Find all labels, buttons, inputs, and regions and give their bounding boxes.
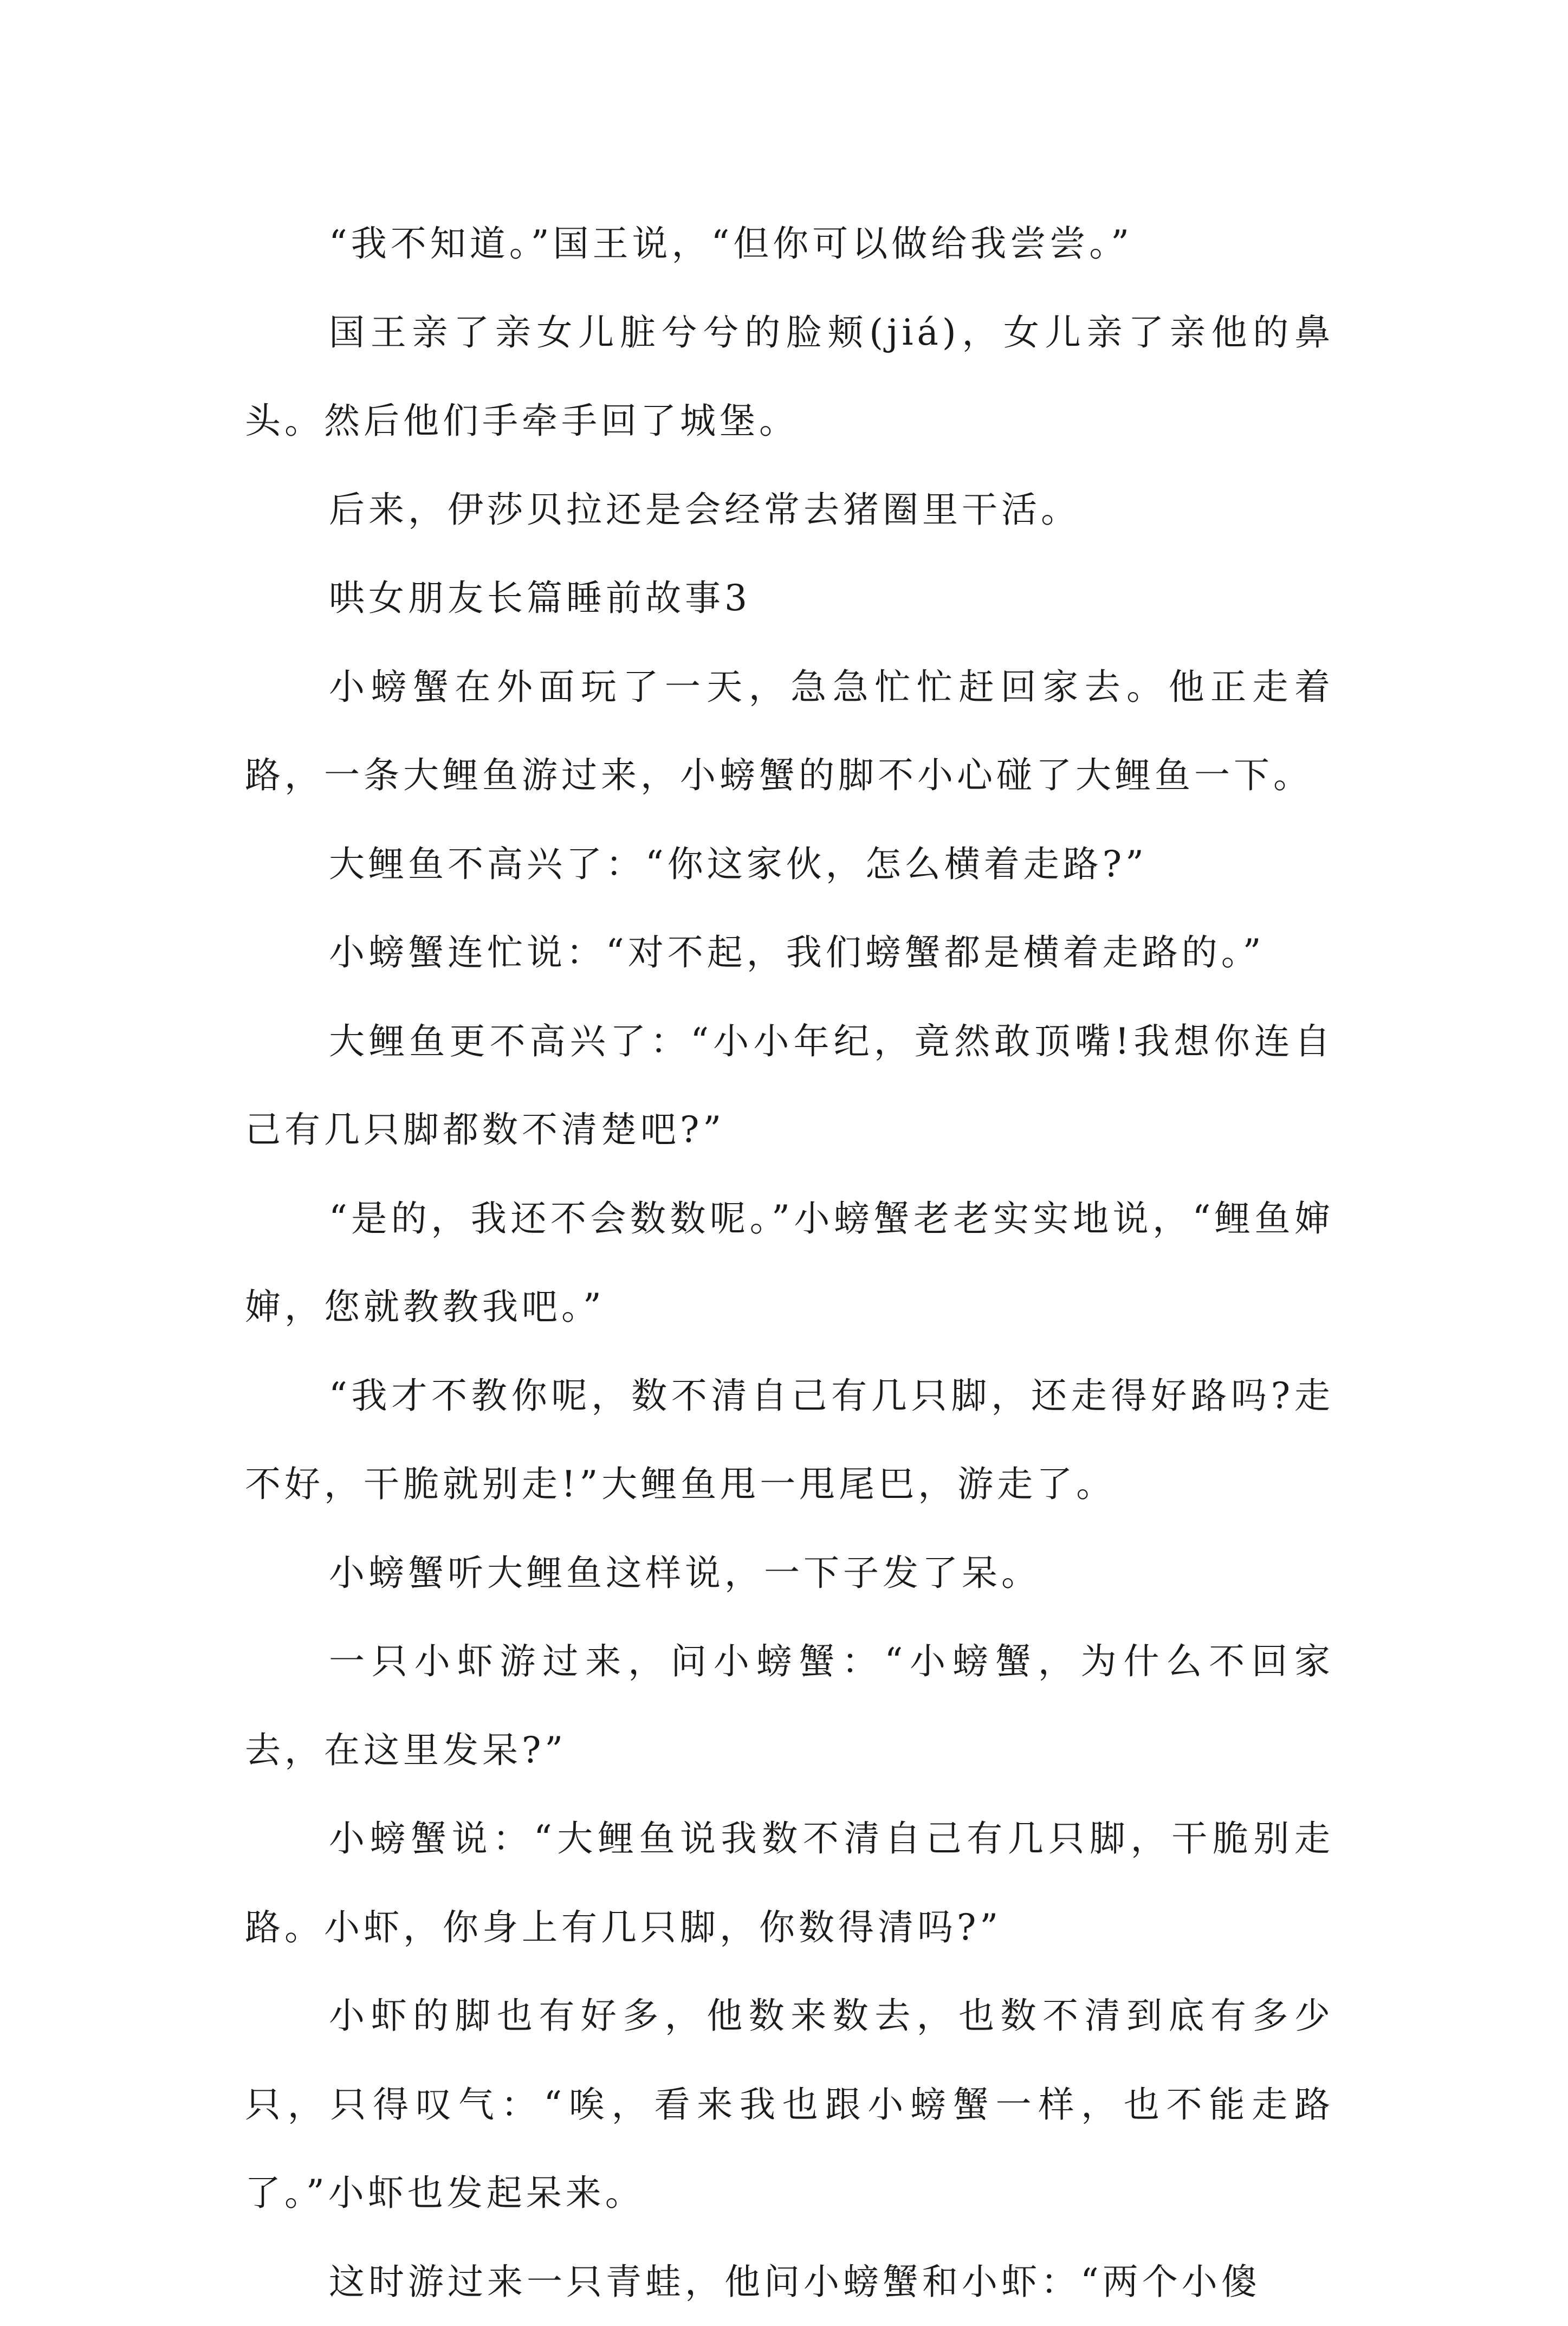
paragraph: 小螃蟹连忙说：“对不起，我们螃蟹都是横着走路的。” xyxy=(245,908,1334,997)
paragraph: 大鲤鱼不高兴了：“你这家伙，怎么横着走路?” xyxy=(245,820,1334,909)
paragraph: 小虾的脚也有好多，他数来数去，也数不清到底有多少只，只得叹气：“唉，看来我也跟小螃蟹一样，也不能走路了。”小虾也发起呆来。 xyxy=(245,1972,1334,2238)
paragraph: 大鲤鱼更不高兴了：“小小年纪，竟然敢顶嘴!我想你连自己有几只脚都数不清楚吧?” xyxy=(245,997,1334,1174)
paragraph: 国王亲了亲女儿脏兮兮的脸颊(jiá)，女儿亲了亲他的鼻头。然后他们手牵手回了城堡。 xyxy=(245,288,1334,466)
paragraph: 后来，伊莎贝拉还是会经常去猪圈里干活。 xyxy=(245,466,1334,554)
paragraph: 小螃蟹在外面玩了一天，急急忙忙赶回家去。他正走着路，一条大鲤鱼游过来，小螃蟹的脚不小心碰了大鲤鱼一下。 xyxy=(245,643,1334,820)
section-heading: 哄女朋友长篇睡前故事3 xyxy=(245,554,1334,643)
paragraph: 小螃蟹听大鲤鱼这样说，一下子发了呆。 xyxy=(245,1529,1334,1618)
paragraph: 小螃蟹说：“大鲤鱼说我数不清自己有几只脚，干脆别走路。小虾，你身上有几只脚，你数得清吗?” xyxy=(245,1794,1334,1972)
paragraph: “是的，我还不会数数呢。”小螃蟹老老实实地说，“鲤鱼婶婶，您就教教我吧。” xyxy=(245,1174,1334,1352)
document-body xyxy=(245,199,1334,2326)
paragraph: “我不知道。”国王说，“但你可以做给我尝尝。” xyxy=(245,199,1334,288)
paragraph: 一只小虾游过来，问小螃蟹：“小螃蟹，为什么不回家去，在这里发呆?” xyxy=(245,1617,1334,1794)
paragraph: “我才不教你呢，数不清自己有几只脚，还走得好路吗?走不好，干脆就别走!”大鲤鱼甩一甩尾巴，游走了。 xyxy=(245,1352,1334,1529)
paragraph: 这时游过来一只青蛙，他问小螃蟹和小虾：“两个小傻 xyxy=(245,2238,1334,2326)
